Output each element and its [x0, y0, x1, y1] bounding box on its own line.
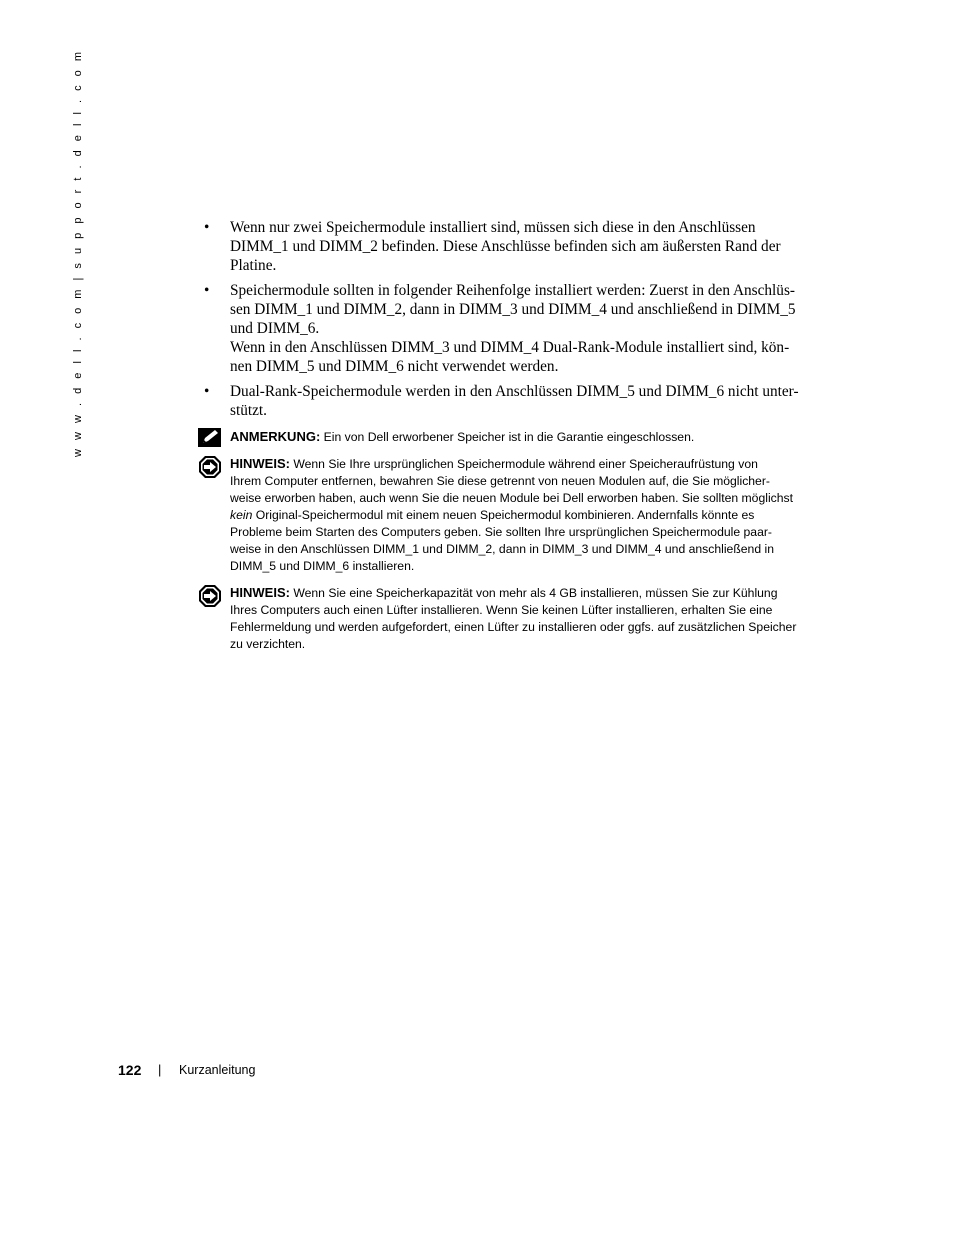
notice-hinweis-2: HINWEIS: Wenn Sie eine Speicherkapazität von mehr als 4 GB installieren, müssen Sie zur Kühlung Ihres Computers auch einen Lüfter installieren. Wenn Sie keinen Lüfter installieren, erhalten Sie eine Fehlermeldung und werden aufgefordert, einen Lüfter zu installieren oder ggfs. auf zusätzlichen Speicher zu verzichten.: [198, 584, 822, 653]
bullet-list: [200, 218, 822, 425]
note-anmerkung: [198, 428, 822, 446]
bullet-item: [200, 382, 822, 420]
page-footer: [118, 1062, 256, 1078]
emphasis-kein: kein: [230, 508, 253, 522]
bullet-text: Speichermodule sollten in folgender Reihenfolge installiert werden: Zuerst in den Anschlüs- sen DIMM_1 und DIMM_2, dann in DIMM_3 und DIMM_4 und anschließend in DIMM_5 und DIMM_6. Wenn in den Anschlüssen DIMM_3 und DIMM_4 Dual-Rank-Module installiert sind, kön- nen DIMM_5 und DIMM_6 nicht verwendet werden.: [230, 281, 796, 376]
bullet-text: Wenn nur zwei Speichermodule installiert sind, müssen sich diese in den Anschlüssen DIMM_1 und DIMM_2 befinden. Diese Anschlüsse befinden sich am äußersten Rand der Platine.: [230, 219, 781, 275]
footer-separator: |: [158, 1062, 162, 1077]
notice2-label: HINWEIS:: [230, 585, 290, 600]
bullet-dot: •: [204, 382, 210, 400]
note-label: ANMERKUNG:: [230, 429, 321, 444]
note-text: Ein von Dell erworbener Speicher ist in die Garantie eingeschlossen.: [320, 430, 695, 444]
bullet-dot: •: [204, 219, 210, 236]
footer-title: Kurzanleitung: [179, 1063, 256, 1077]
notice1-label: HINWEIS:: [230, 456, 290, 471]
notice-arrow-icon: [198, 584, 222, 608]
bullet-item: [200, 281, 822, 377]
page-number: 122: [118, 1062, 142, 1078]
bullet-text: Dual-Rank-Speichermodule werden in den Anschlüssen DIMM_5 und DIMM_6 nicht unter- stützt.: [230, 382, 799, 419]
bullet-item: [200, 218, 822, 276]
notice-hinweis-1: HINWEIS: Wenn Sie Ihre ursprünglichen Speichermodule während einer Speicheraufrüstung von Ihrem Computer entfernen, bewahren Sie diese getrennt von neuen Modulen auf, die Sie möglicher- weise erworben haben, auch wenn Sie die neuen Module bei Dell erworben haben. Sie sollten möglichst kein Original-Speichermodul mit einem neuen Speichermodul kombinieren. Andernfalls könnte es Probleme beim Starten des Computers geben. Sie sollten Ihre ursprünglichen Speichermodule paar- weise in den Anschlüssen DIMM_1 und DIMM_2, dann in DIMM_3 und DIMM_4 und anschließend in DIMM_5 und DIMM_6 installieren.: [198, 455, 822, 575]
pencil-note-icon: [198, 428, 222, 448]
side-url: w w w . d e l l . c o m | s u p p o r t . d e l l . c o m: [72, 49, 84, 457]
notice-arrow-icon: [198, 455, 222, 479]
bullet-dot: •: [204, 281, 210, 299]
